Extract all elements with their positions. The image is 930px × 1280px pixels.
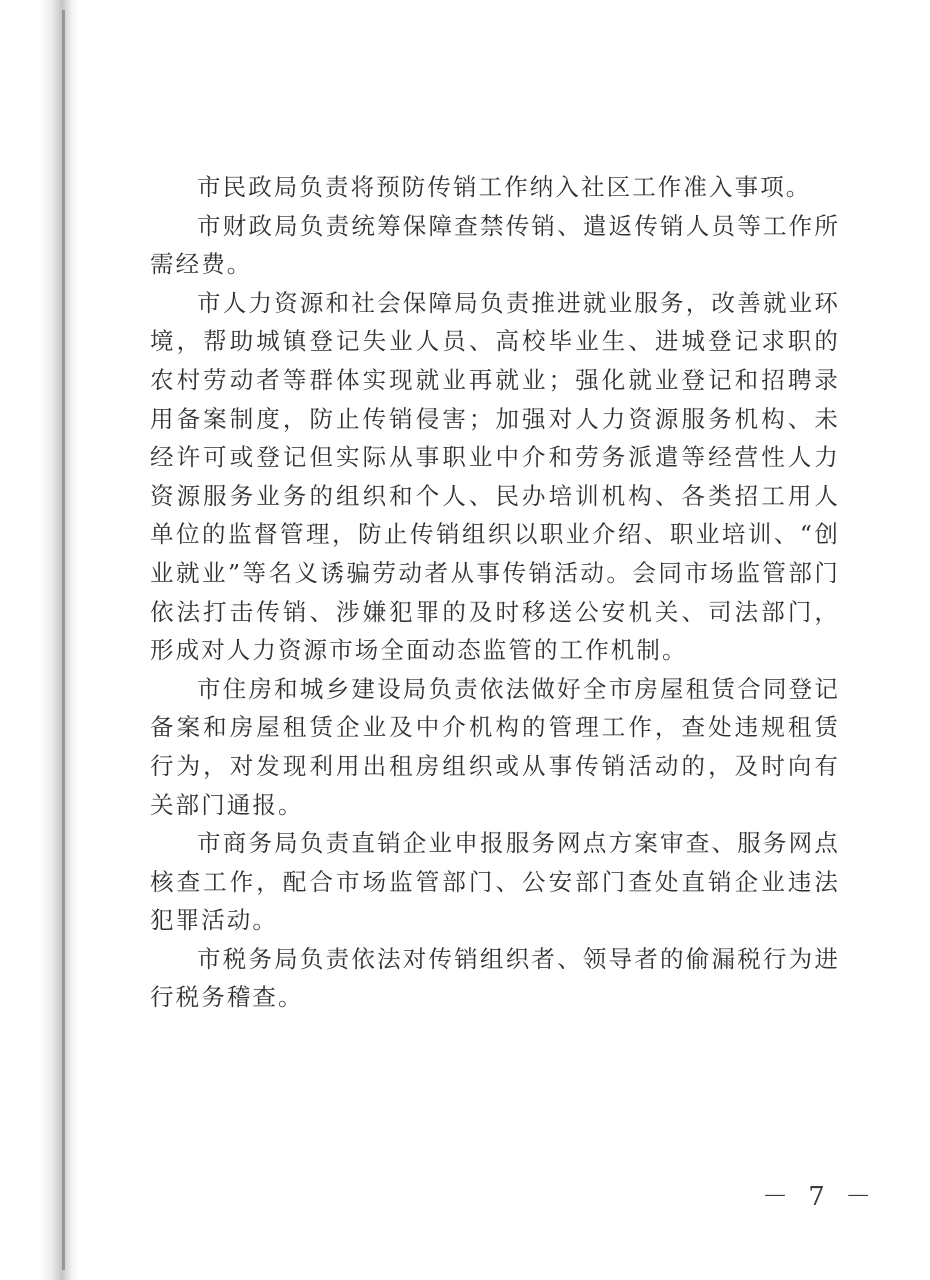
paragraph-finance: 市财政局负责统筹保障查禁传销、遣返传销人员等工作所需经费。 bbox=[150, 211, 840, 279]
document-body bbox=[150, 168, 840, 1017]
paragraph-civil-affairs: 市民政局负责将预防传销工作纳入社区工作准入事项。 bbox=[197, 173, 812, 201]
paragraph-taxation: 市税务局负责依法对传销组织者、领导者的偷漏税行为进行税务稽查。 bbox=[150, 944, 840, 1012]
paragraph-commerce: 市商务局负责直销企业申报服务网点方案审查、服务网点核查工作，配合市场监管部门、公安部门查处直销企业违法犯罪活动。 bbox=[150, 829, 840, 935]
binding-line bbox=[62, 10, 65, 1270]
paragraph-housing: 市住房和城乡建设局负责依法做好全市房屋租赁合同登记备案和房屋租赁企业及中介机构的管理工作，查处违规租赁行为，对发现利用出租房组织或从事传销活动的，及时向有关部门通报。 bbox=[150, 674, 840, 819]
paragraph-human-resources: 市人力资源和社会保障局负责推进就业服务，改善就业环境，帮助城镇登记失业人员、高校毕业生、进城登记求职的农村劳动者等群体实现就业再就业；强化就业登记和招聘录用备案制度，防止传销侵害；加强对人力资源服务机构、未经许可或登记但实际从事职业中介和劳务派遣等经营性人力资源服务业务的组织和个人、民办培训机构、各类招工用人单位的监督管理，防止传销组织以职业介绍、职业培训、“创业就业”等名义诱骗劳动者从事传销活动。会同市场监管部门依法打击传销、涉嫌犯罪的及时移送公安机关、司法部门，形成对人力资源市场全面动态监管的工作机制。 bbox=[150, 288, 840, 665]
binding-shadow bbox=[40, 0, 80, 1280]
page-number: － 7 － bbox=[762, 1182, 878, 1212]
